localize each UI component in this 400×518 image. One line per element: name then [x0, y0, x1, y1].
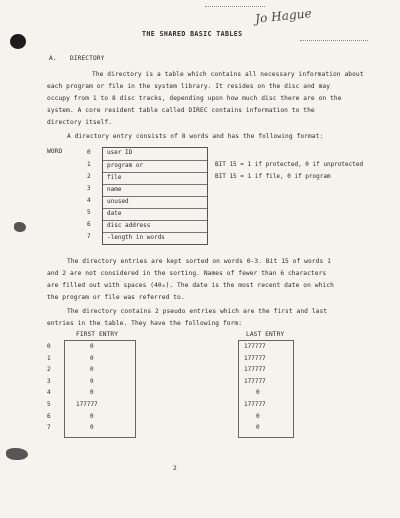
last-entry-value: 177777	[244, 343, 266, 350]
binder-hole-top	[10, 34, 26, 49]
entry-row-index: 4	[87, 197, 91, 204]
first-entry-value: 0	[90, 354, 94, 362]
first-entry-value: 0	[90, 424, 94, 432]
pseudo-entry-index: 3	[47, 377, 51, 385]
section-heading: DIRECTORY	[70, 55, 105, 62]
directory-entry-format-table	[102, 147, 208, 245]
entry-row-field: file	[103, 172, 207, 183]
first-entry-value: 0	[90, 377, 94, 385]
pseudo-entry-index: 7	[47, 424, 51, 432]
paragraph-3-line-2: and 2 are not considered in the sorting. Names of fewer than 6 characters	[47, 270, 327, 277]
first-entry-value: 0	[90, 343, 94, 350]
page-title: THE SHARED BASIC TABLES	[142, 30, 243, 38]
pseudo-entry-index: 2	[47, 366, 51, 374]
entry-row-field: date	[103, 208, 207, 219]
word-label: WORD	[47, 148, 63, 155]
entry-row-index: 1	[87, 161, 91, 168]
first-entry-value: 0	[90, 412, 94, 420]
handwritten-signature: Jo Hague	[254, 6, 313, 26]
last-entry-label: LAST ENTRY	[246, 331, 285, 338]
first-entry-value: 177777	[76, 401, 98, 408]
page-number: 2	[173, 465, 177, 472]
entry-row-index: 6	[87, 221, 91, 228]
pseudo-entry-index: 4	[47, 389, 51, 397]
paragraph-1-line-5: directory itself.	[47, 119, 113, 126]
last-entry-value: 177777	[244, 354, 266, 362]
entry-row-index: 7	[87, 233, 91, 240]
first-entry-label: FIRST ENTRY	[76, 331, 119, 338]
signature-rule	[300, 40, 368, 41]
first-entry-value: 0	[90, 389, 94, 397]
pseudo-entry-index: 0	[47, 343, 51, 350]
paragraph-3-line-3: are filled out with spaces (40₈). The date is the most recent date on which	[47, 282, 334, 289]
paragraph-1-line-2: each program or file in the system library. It resides on the disc and may	[47, 83, 331, 90]
last-entry-value: 0	[256, 389, 260, 397]
paragraph-2: A directory entry consists of 8 words and has the following format:	[67, 133, 324, 140]
first-entry-value: 0	[90, 366, 94, 374]
section-number: A.	[49, 55, 57, 62]
paragraph-4-line-1: The directory contains 2 pseudo entries which are the first and last	[67, 308, 328, 315]
entry-row-field: user ID	[107, 149, 133, 156]
last-entry-value: 0	[256, 412, 260, 420]
entry-row-field: program or	[103, 160, 207, 171]
binder-hole-middle	[14, 222, 26, 232]
last-entry-value: 177777	[244, 401, 266, 408]
entry-row-index: 0	[87, 149, 91, 156]
pseudo-entry-index: 5	[47, 401, 51, 408]
top-rule	[205, 6, 265, 7]
pseudo-entry-index: 6	[47, 412, 51, 420]
entry-row-field: unused	[103, 196, 207, 207]
entry-row-index: 3	[87, 185, 91, 192]
paragraph-1-line-4: system. A core resident table called DIREC contains information to the	[47, 107, 315, 114]
last-entry-value: 177777	[244, 366, 266, 374]
entry-row-index: 5	[87, 209, 91, 216]
entry-note-file: BIT 15 = 1 if file, 0 if program	[215, 173, 331, 180]
paragraph-1-line-1: The directory is a table which contains all necessary information about	[92, 71, 364, 78]
paragraph-3-line-4: the program or file was referred to.	[47, 294, 185, 301]
last-entry-value: 0	[256, 424, 260, 432]
paragraph-4-line-2: entries in the table. They have the following form:	[47, 320, 243, 327]
entry-row-field: name	[103, 184, 207, 195]
last-entry-value: 177777	[244, 377, 266, 385]
pseudo-entry-index: 1	[47, 354, 51, 362]
paragraph-1-line-3: occupy from 1 to 8 disc tracks, depending upon how much disc there are on the	[47, 95, 342, 102]
entry-row-field: disc address	[103, 220, 207, 231]
paragraph-3-line-1: The directory entries are kept sorted on words 0-3. Bit 15 of words 1	[67, 258, 331, 265]
entry-row-index: 2	[87, 173, 91, 180]
first-entry-box	[64, 340, 136, 438]
entry-row-field: -length in words	[103, 232, 207, 243]
entry-note-protected: BIT 15 = 1 if protected, 0 if unprotected	[215, 161, 364, 168]
binder-hole-bottom	[6, 448, 28, 460]
